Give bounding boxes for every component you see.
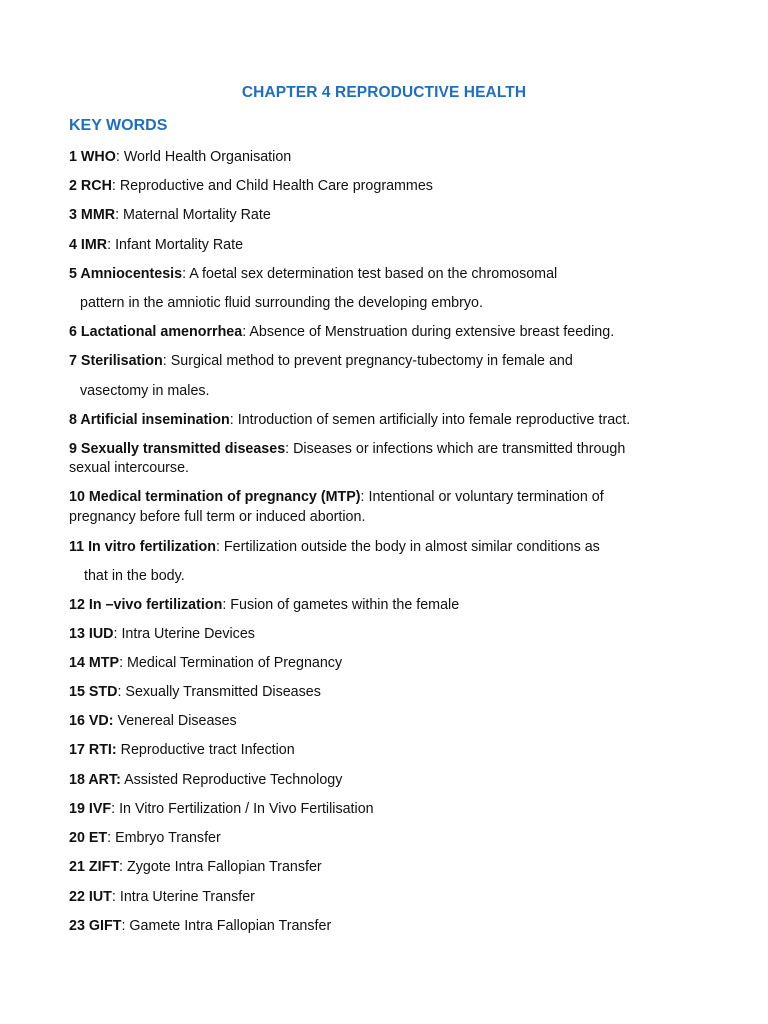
entry-term: 1 WHO xyxy=(69,149,116,165)
entry-description: : A foetal sex determination test based on the chromosomal xyxy=(182,266,558,282)
keyword-entry xyxy=(69,858,729,877)
entry-term: 18 ART: xyxy=(69,772,121,788)
entry-continuation: pattern in the amniotic fluid surrounding the developing embryo. xyxy=(80,295,483,311)
entry-description: : Medical Termination of Pregnancy xyxy=(119,655,343,671)
page-title: CHAPTER 4 REPRODUCTIVE HEALTH xyxy=(241,84,527,101)
entry-term: 3 MMR xyxy=(69,207,116,223)
keyword-entry xyxy=(69,917,729,936)
entry-description: : Maternal Mortality Rate xyxy=(115,207,271,223)
entry-term: 5 Amniocentesis xyxy=(69,266,183,282)
entry-description: : Zygote Intra Fallopian Transfer xyxy=(119,859,322,875)
keyword-entry xyxy=(69,712,729,731)
keyword-entry xyxy=(69,323,729,342)
entry-description: : Intentional or voluntary termination of xyxy=(360,489,604,505)
entry-description: : Diseases or infections which are transmitted through xyxy=(285,441,626,457)
entry-term: 13 IUD xyxy=(69,626,114,642)
keyword-entry xyxy=(69,411,729,430)
entry-term: 20 ET xyxy=(69,830,108,846)
entry-description: Assisted Reproductive Technology xyxy=(120,772,343,788)
keyword-entry xyxy=(69,352,729,371)
entry-description: Reproductive tract Infection xyxy=(116,742,295,758)
entry-term: 8 Artificial insemination xyxy=(69,412,230,428)
entry-term: 4 IMR xyxy=(69,237,108,253)
keyword-entry xyxy=(69,236,729,255)
entry-description: : Infant Mortality Rate xyxy=(107,237,244,253)
entry-term: 17 RTI: xyxy=(69,742,117,758)
entry-continuation: vasectomy in males. xyxy=(80,383,210,399)
entry-term: 11 In vitro fertilization xyxy=(69,539,216,555)
entry-description: : Intra Uterine Transfer xyxy=(111,889,255,905)
entry-continuation: sexual intercourse. xyxy=(69,460,189,476)
entry-description: : Introduction of semen artificially into female reproductive tract. xyxy=(229,412,631,428)
keyword-entry xyxy=(69,538,729,557)
keyword-entry xyxy=(69,771,729,790)
entry-term: 12 In –vivo fertilization xyxy=(69,597,223,613)
entry-description: : Sexually Transmitted Diseases xyxy=(117,684,321,700)
entry-continuation: that in the body. xyxy=(84,568,185,584)
entry-description: : Reproductive and Child Health Care programmes xyxy=(111,178,433,194)
entry-term: 16 VD: xyxy=(69,713,114,729)
keyword-entry xyxy=(69,206,729,225)
entry-term: 2 RCH xyxy=(69,178,112,194)
entry-term: 10 Medical termination of pregnancy (MTP) xyxy=(69,489,361,505)
entry-description: : Fertilization outside the body in almost similar conditions as xyxy=(215,539,600,555)
entry-term: 22 IUT xyxy=(69,889,112,905)
entry-description: : Embryo Transfer xyxy=(107,830,221,846)
keyword-entry xyxy=(69,888,729,907)
entry-term: 7 Sterilisation xyxy=(69,353,163,369)
keyword-entry xyxy=(69,440,729,459)
keyword-entry xyxy=(69,741,729,760)
keyword-entry xyxy=(69,829,729,848)
entry-description: : Intra Uterine Devices xyxy=(113,626,255,642)
entry-term: 14 MTP xyxy=(69,655,120,671)
keyword-entry xyxy=(69,683,729,702)
keyword-entry xyxy=(69,488,729,507)
keyword-entry xyxy=(69,654,729,673)
entry-term: 9 Sexually transmitted diseases xyxy=(69,441,286,457)
keyword-entry xyxy=(69,625,729,644)
entry-description: : In Vitro Fertilization / In Vivo Fertilisation xyxy=(111,801,374,817)
entry-description: : Fusion of gametes within the female xyxy=(222,597,460,613)
entry-description: : Surgical method to prevent pregnancy-tubectomy in female and xyxy=(162,353,573,369)
entry-description: : World Health Organisation xyxy=(115,149,292,165)
entry-description: : Absence of Menstruation during extensive breast feeding. xyxy=(242,324,615,340)
section-heading: KEY WORDS xyxy=(69,117,168,134)
keyword-entry xyxy=(69,148,729,167)
keyword-entry xyxy=(69,596,729,615)
keyword-entry xyxy=(69,265,729,284)
entry-term: 6 Lactational amenorrhea xyxy=(69,324,243,340)
entry-term: 23 GIFT xyxy=(69,918,122,934)
entry-description: : Gamete Intra Fallopian Transfer xyxy=(121,918,332,934)
entry-term: 19 IVF xyxy=(69,801,112,817)
keyword-entry xyxy=(69,177,729,196)
entry-term: 15 STD xyxy=(69,684,118,700)
entry-description: Venereal Diseases xyxy=(113,713,237,729)
keyword-entry xyxy=(69,800,729,819)
entry-term: 21 ZIFT xyxy=(69,859,120,875)
entry-continuation: pregnancy before full term or induced abortion. xyxy=(69,509,366,525)
